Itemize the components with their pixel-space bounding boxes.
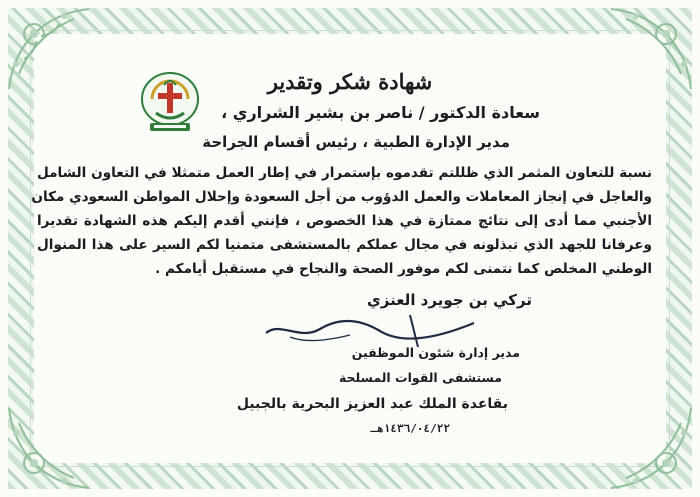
department-name: مستشفى القوات المسلحة — [338, 370, 502, 385]
body-line: والعاجل في إنجاز المعاملات والعمل الدؤوب من أجل السعودة وإحلال المواطن السعودي مكان — [31, 189, 652, 205]
body-line: وعرفانا للجهد الذي تبذلونه في مجال عملكم بالمستشفى متمنيا لكم السير على هذا المنوال — [37, 237, 652, 253]
recipient-position: مدير الإدارة الطبية ، رئيس أقسام الجراحة — [202, 133, 510, 151]
body-line: الأجنبي مما أدى إلى نتائج ممتازة في هذا الخصوص ، فإنني أقدم إليكم هذه الشهادة تقديرا — [37, 213, 652, 229]
signatory-name: تركي بن جويرد العنزي — [367, 291, 532, 309]
issue-date: ١٤٣٦/٠٤/٢٢هـ — [370, 422, 450, 435]
signatory-role: مدير إدارة شئون الموظفين — [351, 345, 520, 360]
body-line: الوطني المخلص كما نتمنى لكم موفور الصحة والنجاح في مستقبل أيامكم . — [155, 261, 652, 277]
body-line: نسبة للتعاون المثمر الذي ظللتم تقدموه بإستمرار في إطار العمل متمثلا في التعاون الشامل — [37, 165, 652, 181]
certificate-title: شهادة شكر وتقدير — [267, 69, 433, 94]
certificate-content — [31, 55, 660, 465]
certificate-body — [31, 161, 652, 281]
location-name: بقاعدة الملك عبد العزيز البحرية بالجبيل — [236, 396, 508, 412]
recipient-name: سعادة الدكتور / ناصر بن بشير الشراري ، — [221, 103, 540, 122]
